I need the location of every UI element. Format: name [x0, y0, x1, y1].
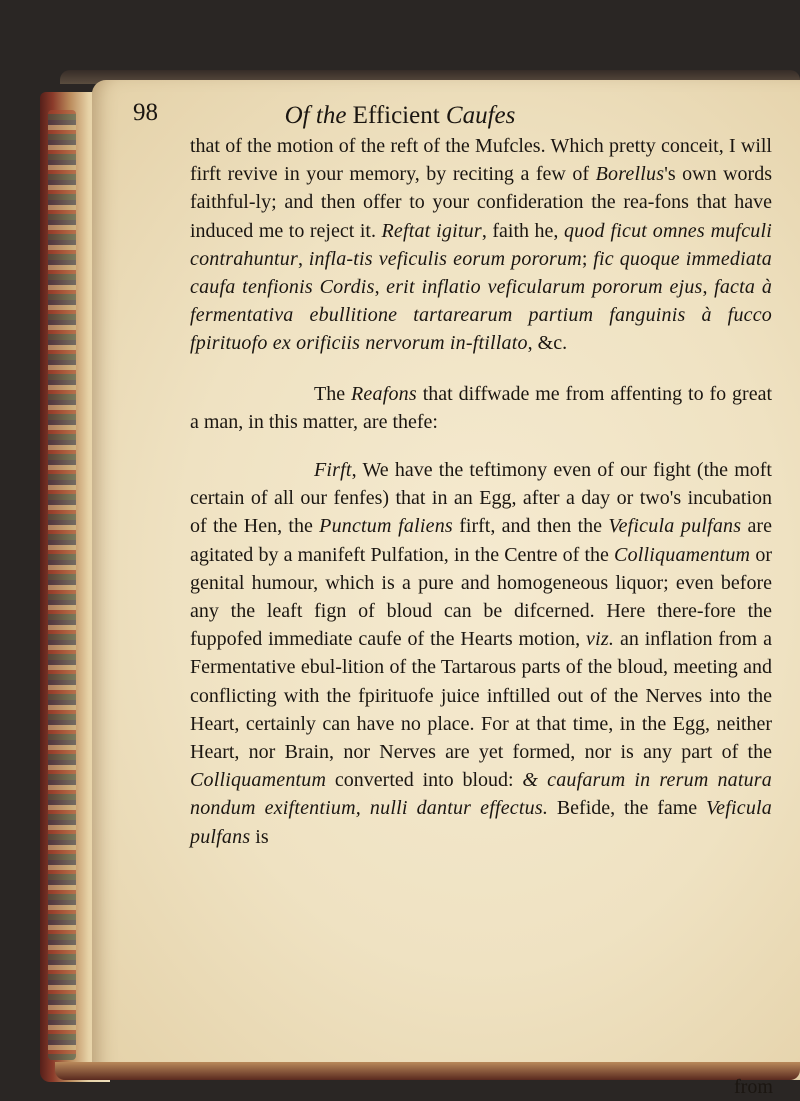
- paragraph-reasons: [190, 380, 772, 436]
- catchword: from: [734, 1076, 773, 1098]
- text-run: , We have the teftimony even of our fight (the moft certain of all our fenfes) that in an Egg, after a day or two's incubation of the Hen, the: [190, 459, 772, 538]
- text-run: ,: [297, 247, 309, 270]
- text-run: 's own words faithful-ly; and then offer to your confideration the rea-fons that have induced me to reject it.: [190, 163, 773, 242]
- text-run: The: [314, 382, 351, 405]
- italic-text-run: Borellus: [595, 163, 665, 186]
- italic-text-run: Colliquamentum: [614, 543, 751, 566]
- paragraph-first-reason: [190, 456, 772, 851]
- italic-text-run: Firft: [314, 459, 352, 482]
- text-run: Befide, the fame: [548, 797, 706, 820]
- text-run: that diffwade me from affenting to fo great a man, in this matter, are thefe:: [190, 382, 773, 433]
- page-number: 98: [133, 99, 158, 126]
- text-run: or genital humour, which is a pure and homogeneous liquor; even before any the leaft fign of bloud can be difcerned. Here there-fore the fuppofed immediate caufe of the Hearts motion,: [190, 543, 772, 651]
- text-run: firft, and then the: [452, 515, 609, 538]
- italic-text-run: Reafons: [351, 382, 417, 405]
- paragraph-borellus-quote: [190, 132, 772, 358]
- page-bottom-edge: [55, 1062, 800, 1080]
- italic-text-run: Punctum faliens: [319, 515, 453, 538]
- running-head-main: Efficient: [352, 102, 440, 129]
- running-head-suffix: Caufes: [445, 102, 516, 129]
- italic-text-run: viz.: [586, 628, 615, 651]
- text-run: converted into bloud:: [326, 769, 523, 792]
- text-run: is: [250, 825, 269, 848]
- text-run: ,: [702, 276, 715, 299]
- italic-text-run: Veficula pulfans: [608, 515, 742, 538]
- text-run: are agitated by a manifeft Pulfation, in the Centre of the: [190, 515, 772, 566]
- italic-text-run: & caufarum in rerum natura nondum exiftentium, nulli dantur effectus.: [190, 769, 772, 820]
- text-run: ;: [581, 247, 594, 270]
- text-run: , faith he,: [481, 219, 564, 242]
- marbled-endpaper: [48, 110, 76, 1060]
- body-text: [190, 132, 772, 851]
- italic-text-run: fic quoque immediata caufa tenfionis Cordis: [190, 247, 773, 299]
- italic-text-run: quod ficut omnes mufculi contrahuntur: [190, 219, 772, 270]
- text-run: ,: [374, 276, 387, 299]
- italic-text-run: facta à fermentativa ebullitione tartarearum partium fanguinis à fucco fpirituofo ex orificiis nervorum in-ftillato: [190, 276, 773, 355]
- text-run: , &c.: [527, 332, 568, 355]
- running-head: [0, 103, 800, 128]
- italic-text-run: erit inflatio veficularum pororum ejus: [386, 276, 703, 299]
- italic-text-run: Colliquamentum: [190, 769, 327, 792]
- italic-text-run: infla-tis veficulis eorum pororum: [308, 247, 582, 270]
- italic-text-run: Veficula pulfans: [190, 797, 773, 848]
- text-run: that of the motion of the reft of the Mufcles. Which pretty conceit, I will firft revive in your memory, by reciting a few of: [190, 135, 772, 186]
- running-head-prefix: Of the: [284, 102, 347, 129]
- text-run: an inflation from a Fermentative ebul-lition of the Tartarous parts of the bloud, meeting and conflicting with the fpirituofe juice inftilled out of the Nerves into the Heart, certainly can have no place. For at that time, in the Egg, neither Heart, nor Brain, nor Nerves are yet formed, nor is any part of the: [190, 628, 772, 764]
- italic-text-run: Reftat igitur: [381, 219, 482, 242]
